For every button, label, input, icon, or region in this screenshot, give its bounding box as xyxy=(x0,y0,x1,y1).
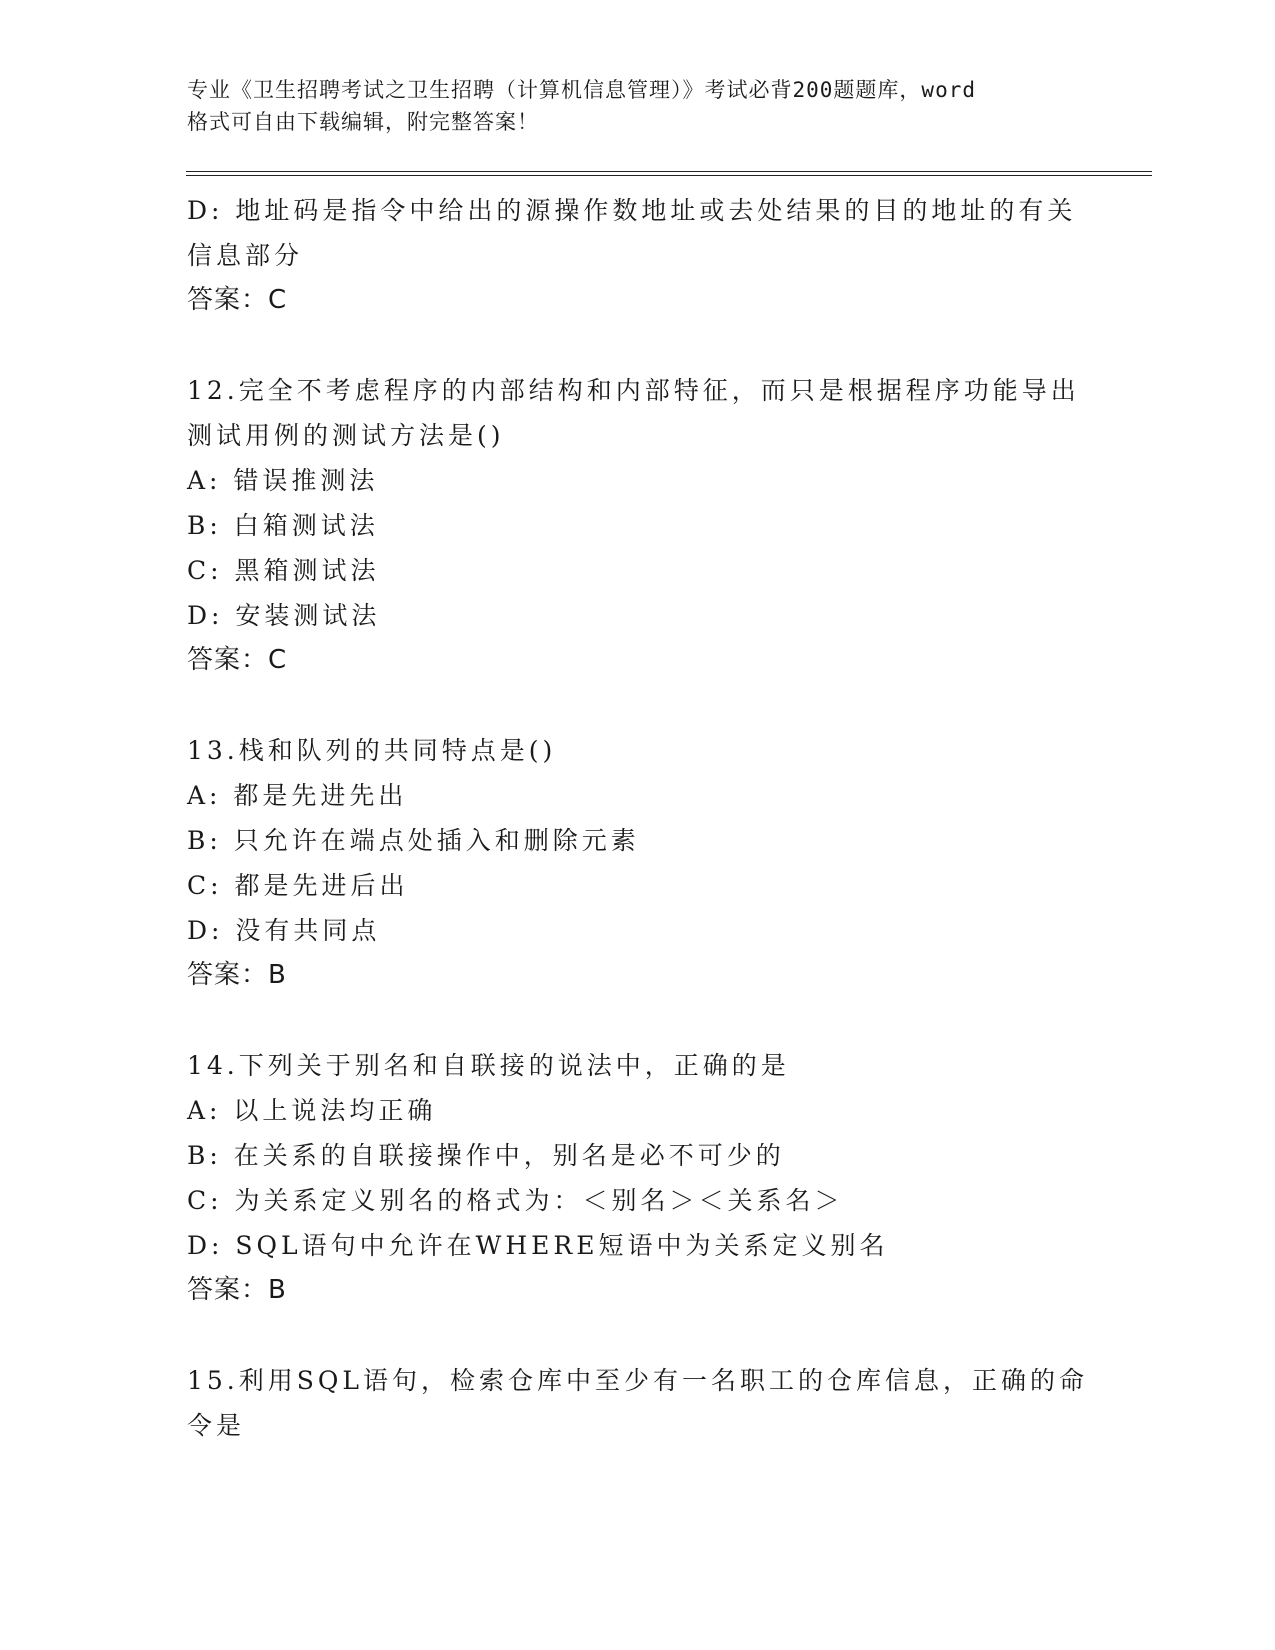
question-13 xyxy=(187,728,1087,998)
document-header xyxy=(187,74,1087,138)
option-c: C: 都是先进后出 xyxy=(187,871,409,900)
option-d: D: 安装测试法 xyxy=(187,601,381,630)
question-12 xyxy=(187,368,1087,683)
option-a: A: 以上说法均正确 xyxy=(187,1096,437,1125)
question-stem: 14.下列关于别名和自联接的说法中，正确的是 xyxy=(187,1051,790,1080)
spacer xyxy=(187,323,1087,368)
answer: 答案：C xyxy=(187,285,288,315)
header-divider-top xyxy=(186,171,1152,172)
option-b: B: 白箱测试法 xyxy=(187,511,379,540)
option-b: B: 只允许在端点处插入和删除元素 xyxy=(187,826,640,855)
option-a: A: 错误推测法 xyxy=(187,466,379,495)
option-d: D: 地址码是指令中给出的源操作数地址或去处结果的目的地址的有关 xyxy=(187,196,1077,225)
header-title-line-1: 专业《卫生招聘考试之卫生招聘（计算机信息管理）》考试必背200题题库，word xyxy=(187,78,976,102)
spacer xyxy=(187,1313,1087,1358)
answer: 答案：B xyxy=(187,960,287,990)
question-stem-continued: 测试用例的测试方法是() xyxy=(187,421,505,450)
header-divider-bottom xyxy=(186,175,1152,176)
question-list xyxy=(187,188,1087,1448)
option-b: B: 在关系的自联接操作中，别名是必不可少的 xyxy=(187,1141,785,1170)
option-c: C: 为关系定义别名的格式为：＜别名＞＜关系名＞ xyxy=(187,1186,844,1215)
question-11-remainder xyxy=(187,188,1087,323)
option-d-continued: 信息部分 xyxy=(187,241,304,270)
option-a: A: 都是先进先出 xyxy=(187,781,408,810)
question-stem: 12.完全不考虑程序的内部结构和内部特征，而只是根据程序功能导出 xyxy=(187,376,1080,405)
question-14 xyxy=(187,1043,1087,1313)
question-15 xyxy=(187,1358,1087,1448)
option-d: D: 没有共同点 xyxy=(187,916,381,945)
option-d: D: SQL语句中允许在WHERE短语中为关系定义别名 xyxy=(187,1231,889,1260)
question-stem: 15.利用SQL语句，检索仓库中至少有一名职工的仓库信息，正确的命 xyxy=(187,1366,1088,1395)
question-stem: 13.栈和队列的共同特点是() xyxy=(187,736,557,765)
option-c: C: 黑箱测试法 xyxy=(187,556,380,585)
header-title-line-2: 格式可自由下载编辑，附完整答案！ xyxy=(187,110,539,134)
spacer xyxy=(187,683,1087,728)
answer: 答案：B xyxy=(187,1275,287,1305)
answer: 答案：C xyxy=(187,645,288,675)
spacer xyxy=(187,998,1087,1043)
question-stem-continued: 令是 xyxy=(187,1411,246,1440)
